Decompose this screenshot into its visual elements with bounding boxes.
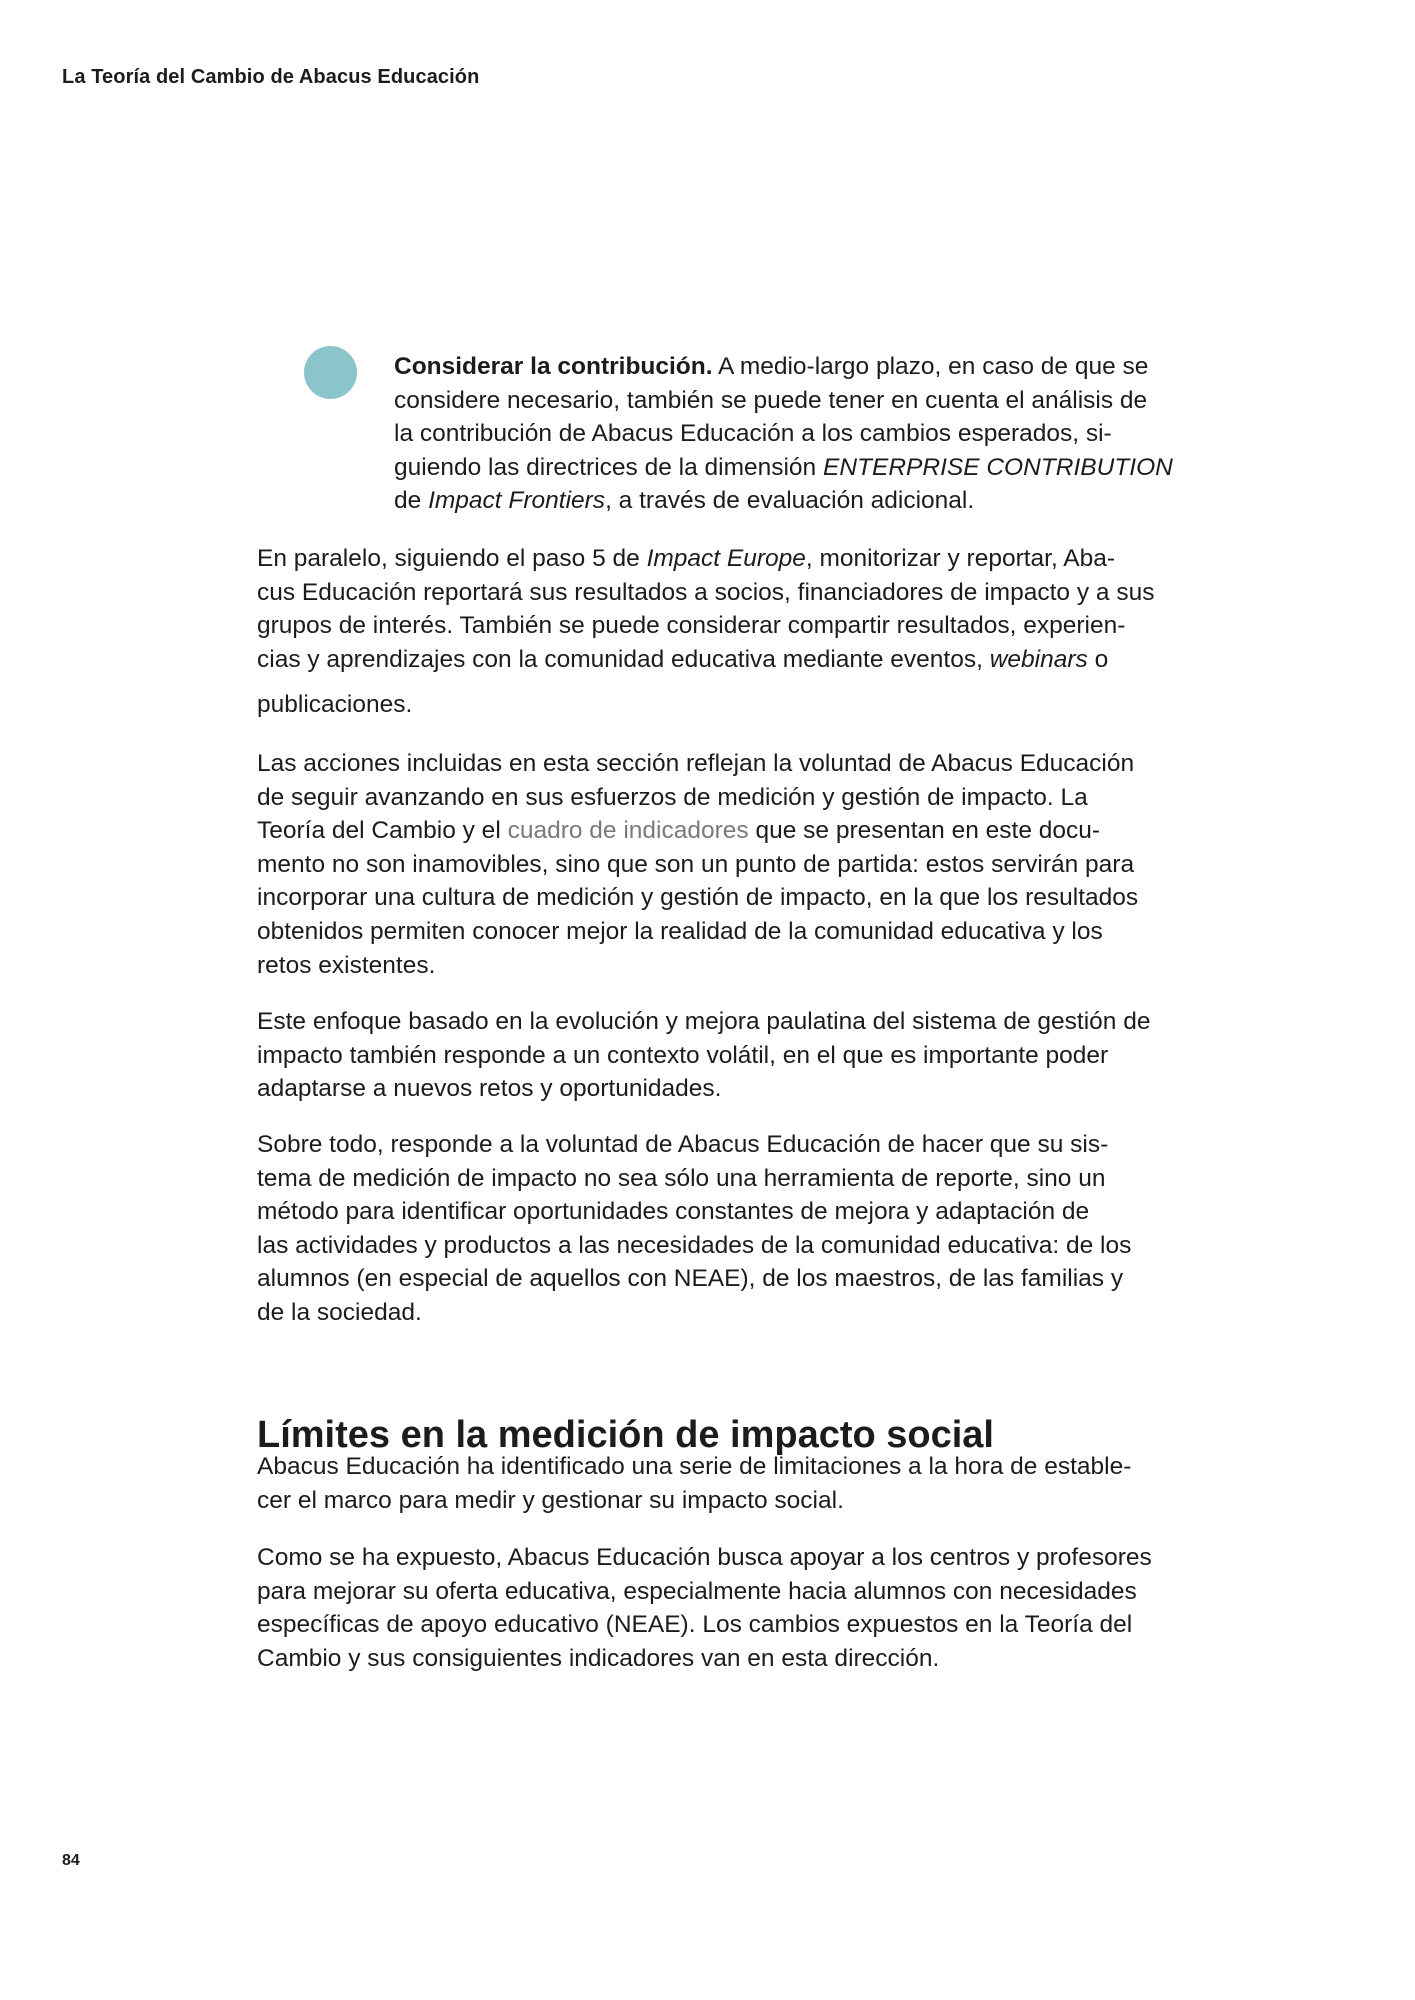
text-line [257, 915, 1138, 949]
text-line [257, 609, 1154, 643]
text-segment: adaptarse a nuevos retos y oportunidades. [257, 1075, 722, 1103]
text-segment: Las acciones incluidas en esta sección reflejan la voluntad de Abacus Educación [257, 750, 1135, 777]
text-line [394, 484, 1173, 518]
paragraph-purpose [257, 1128, 1131, 1330]
text-segment: Abacus Educación ha identificado una serie de limitaciones a la hora de estable- [257, 1453, 1132, 1480]
text-line [394, 350, 1173, 384]
text-segment: , a través de evaluación adicional. [605, 487, 975, 515]
text-line [257, 576, 1154, 610]
text-line [257, 542, 1154, 576]
text-segment: alumnos (en especial de aquellos con NEAE), de los maestros, de las familias y [257, 1265, 1124, 1293]
text-segment: cias y aprendizajes con la comunidad educativa mediante eventos, [257, 645, 990, 673]
paragraph-actions [257, 747, 1138, 982]
text-line [257, 1195, 1131, 1229]
text-segment: Este enfoque basado en la evolución y mejora paulatina del sistema de gestión de [257, 1008, 1151, 1035]
bold-lead-text: Considerar la contribución. [394, 353, 713, 380]
running-header: La Teoría del Cambio de Abacus Educación [62, 66, 480, 88]
text-line [257, 747, 1138, 781]
text-line [257, 1575, 1152, 1609]
text-line [257, 781, 1138, 815]
text-segment: En paralelo, siguiendo el paso 5 de [257, 545, 647, 572]
text-segment: Cambio y sus consiguientes indicadores van en esta dirección. [257, 1644, 940, 1672]
text-segment: cer el marco para medir y gestionar su impacto social. [257, 1486, 844, 1514]
text-line [257, 1296, 1131, 1330]
text-line [257, 1484, 1131, 1518]
text-line [394, 451, 1173, 485]
text-line [257, 688, 1154, 722]
bullet-circle-icon [304, 346, 357, 399]
text-segment: tema de medición de impacto no sea sólo una herramienta de reporte, sino un [257, 1164, 1106, 1192]
text-segment: , monitorizar y reportar, Aba- [805, 545, 1116, 572]
text-line [257, 1642, 1152, 1676]
text-line [257, 1450, 1131, 1484]
text-segment: guiendo las directrices de la dimensión [394, 453, 823, 481]
text-segment: para mejorar su oferta educativa, especialmente hacia alumnos con necesidades [257, 1577, 1137, 1605]
text-line [257, 1162, 1131, 1196]
text-segment: A medio-largo plazo, en caso de que se [712, 353, 1149, 380]
text-line [257, 643, 1154, 677]
text-segment: la contribución de Abacus Educación a los cambios esperados, si- [394, 420, 1112, 448]
italic-text: Impact Europe [646, 545, 806, 572]
text-line [257, 814, 1138, 848]
text-segment: de la sociedad. [257, 1298, 422, 1326]
text-segment: o [1087, 645, 1109, 673]
text-segment: las actividades y productos a las necesidades de la comunidad educativa: de los [257, 1231, 1132, 1259]
italic-text: Impact Frontiers [428, 487, 606, 515]
paragraph-reporting [257, 542, 1154, 722]
text-segment: de seguir avanzando en sus esfuerzos de medición y gestión de impacto. La [257, 783, 1088, 811]
text-segment: impacto también responde a un contexto volátil, en el que es importante poder [257, 1041, 1109, 1069]
text-segment: cus Educación reportará sus resultados a socios, financiadores de impacto y a sus [257, 578, 1155, 606]
text-segment: grupos de interés. También se puede considerar compartir resultados, experien- [257, 612, 1126, 640]
text-segment: específicas de apoyo educativo (NEAE). Los cambios expuestos en la Teoría del [257, 1611, 1133, 1639]
text-segment: obtenidos permiten conocer mejor la realidad de la comunidad educativa y los [257, 917, 1103, 945]
text-line [394, 417, 1173, 451]
text-segment: mento no son inamovibles, sino que son un punto de partida: estos servirán para [257, 850, 1135, 878]
text-line [257, 1262, 1131, 1296]
text-segment: de [394, 487, 429, 515]
paragraph-exposed [257, 1541, 1152, 1675]
text-segment: Como se ha expuesto, Abacus Educación busca apoyar a los centros y profesores [257, 1544, 1152, 1571]
text-line [257, 848, 1138, 882]
text-line [257, 1541, 1152, 1575]
text-segment: que se presentan en este docu- [748, 817, 1101, 845]
indicators-link[interactable]: cuadro de indicadores [507, 817, 749, 845]
paragraph-limitations [257, 1450, 1131, 1517]
text-segment: retos existentes. [257, 951, 436, 979]
text-line [257, 1072, 1150, 1106]
text-line [257, 949, 1138, 983]
text-segment: Teoría del Cambio y el [257, 817, 508, 845]
text-segment: Sobre todo, responde a la voluntad de Abacus Educación de hacer que su sis- [257, 1131, 1109, 1158]
text-line [257, 881, 1138, 915]
bullet-paragraph [394, 350, 1173, 518]
paragraph-approach [257, 1005, 1150, 1106]
text-segment: considere necesario, también se puede tener en cuenta el análisis de [394, 386, 1148, 414]
italic-text: ENTERPRISE CONTRIBUTION [823, 453, 1173, 481]
text-line [257, 1229, 1131, 1263]
page-number: 84 [62, 1852, 80, 1869]
text-line [257, 1608, 1152, 1642]
section-heading: Límites en la medición de impacto social [257, 1413, 994, 1456]
text-line [257, 1039, 1150, 1073]
text-line [394, 384, 1173, 418]
text-segment: método para identificar oportunidades constantes de mejora y adaptación de [257, 1198, 1090, 1226]
text-segment: incorporar una cultura de medición y gestión de impacto, en la que los resultados [257, 884, 1139, 912]
text-segment: publicaciones. [257, 691, 413, 719]
text-line [257, 1005, 1150, 1039]
italic-text: webinars [989, 645, 1088, 673]
text-line [257, 1128, 1131, 1162]
